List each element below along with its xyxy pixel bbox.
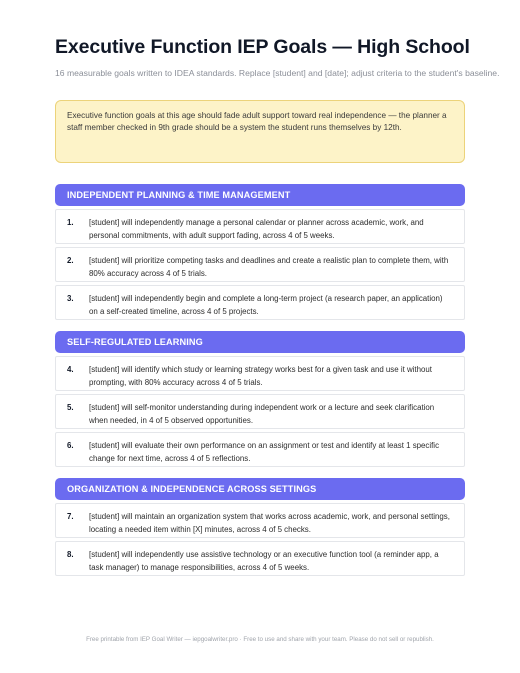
goal-number: 8. xyxy=(67,550,74,559)
goal-text: [student] will independently use assistive technology or an executive function tool (a reminder app, a task manager) to manage responsibilities, across 4 of 5 weeks. xyxy=(89,550,439,572)
goal-number: 2. xyxy=(67,256,74,265)
goal-number: 1. xyxy=(67,218,74,227)
goal-text: [student] will prioritize competing tasks and deadlines and create a realistic plan to complete them, with 80% accuracy across 4 of 5 trials. xyxy=(89,256,449,278)
goal-text: [student] will maintain an organization system that works across academic, work, and personal settings, locating a needed item within [X] minutes, across 4 of 5 checks. xyxy=(89,512,450,534)
goal-text: [student] will self-monitor understanding during independent work or a lecture and seek clarification when needed, in 4 of 5 observed opportunities. xyxy=(89,403,435,425)
goal-item xyxy=(55,432,465,467)
section-heading: SELF-REGULATED LEARNING xyxy=(55,331,465,353)
goal-item xyxy=(55,209,465,244)
goal-number: 6. xyxy=(67,441,74,450)
goal-item xyxy=(55,503,465,538)
page-subtitle: 16 measurable goals written to IDEA standards. Replace [student] and [date]; adjust criteria to the student's baseline. xyxy=(55,68,500,78)
page-footer: Free printable from IEP Goal Writer — iepgoalwriter.pro · Free to use and share with your team. Please do not sell or republish. xyxy=(86,636,434,643)
goal-text: [student] will identify which study or learning strategy works best for a given task and use it without prompting, with 80% accuracy across 4 of 5 trials. xyxy=(89,365,432,387)
goal-number: 3. xyxy=(67,294,74,303)
section-self-regulated-learning xyxy=(55,331,465,467)
goal-number: 7. xyxy=(67,512,74,521)
section-heading: INDEPENDENT PLANNING & TIME MANAGEMENT xyxy=(55,184,465,206)
goal-text: [student] will evaluate their own performance on an assignment or test and identify at least 1 specific change for next time, across 4 of 5 reflections. xyxy=(89,441,440,463)
goal-item xyxy=(55,541,465,576)
section-independent-planning xyxy=(55,184,465,320)
goal-text: [student] will independently manage a personal calendar or planner across academic, work, and personal commitments, with adult support fading, across 4 of 5 weeks. xyxy=(89,218,424,240)
goal-item xyxy=(55,394,465,429)
section-organization xyxy=(55,478,465,576)
goal-item xyxy=(55,356,465,391)
guidance-note: Executive function goals at this age should fade adult support toward real independence — the planner a staff member checked in 9th grade should be a system the student runs themselves by 12th. xyxy=(55,100,465,163)
section-heading: ORGANIZATION & INDEPENDENCE ACROSS SETTINGS xyxy=(55,478,465,500)
goal-item xyxy=(55,285,465,320)
goal-text: [student] will independently begin and complete a long-term project (a research paper, an application) on a self-created timeline, across 4 of 5 projects. xyxy=(89,294,443,316)
goal-item xyxy=(55,247,465,282)
page-title: Executive Function IEP Goals — High School xyxy=(55,36,470,58)
goal-number: 4. xyxy=(67,365,74,374)
goal-number: 5. xyxy=(67,403,74,412)
